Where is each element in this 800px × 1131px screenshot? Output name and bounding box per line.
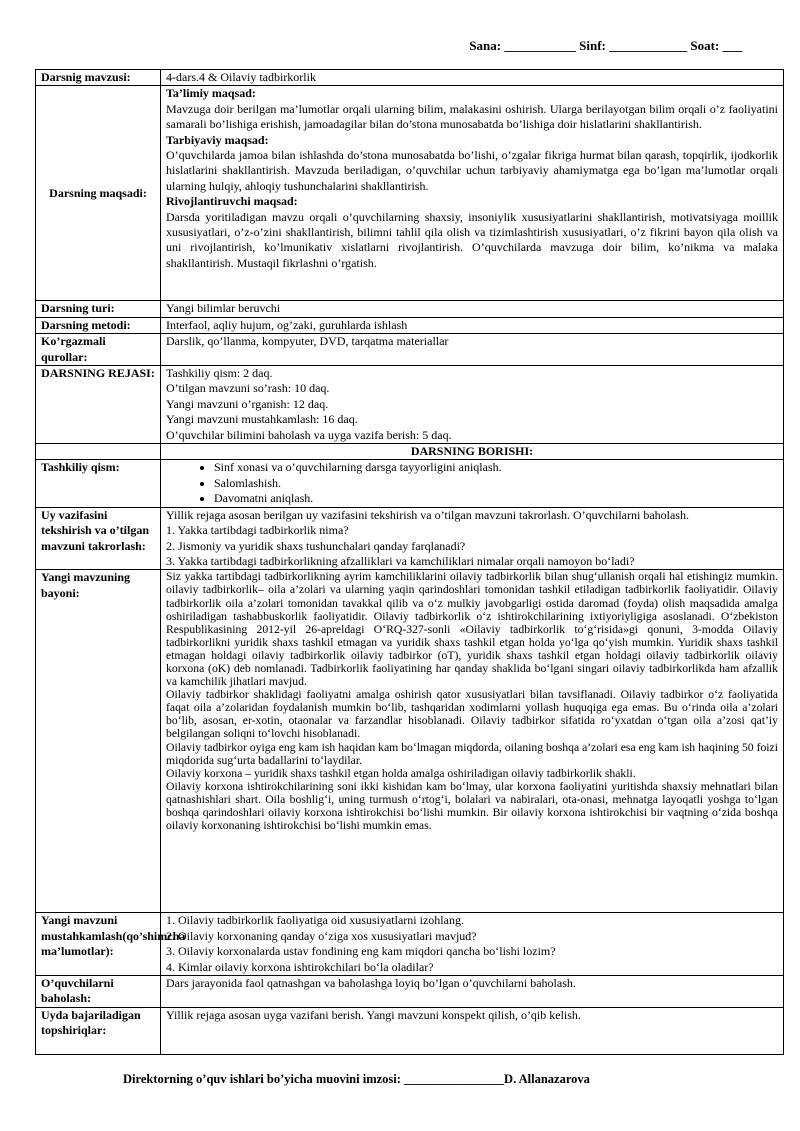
row-assessment xyxy=(36,975,784,1007)
homework-check-content xyxy=(161,507,784,570)
row-reinforcement xyxy=(36,913,784,976)
visual-aids-label: Ko’rgazmali qurollar: xyxy=(36,334,161,366)
new-topic-label: Yangi mavzuning bayoni: xyxy=(36,570,161,913)
lesson-plan-items xyxy=(161,366,784,444)
lesson-type-label: Darsning turi: xyxy=(36,301,161,317)
plan-item: Yangi mavzuni o’rganish: 12 daq. xyxy=(166,396,329,411)
organizational-list xyxy=(166,460,778,506)
goals-content xyxy=(161,86,784,301)
organizational-content xyxy=(161,460,784,507)
reinforcement-content xyxy=(161,913,784,976)
lesson-type-value: Yangi bilimlar beruvchi xyxy=(161,301,784,317)
homework-check-label: Uy vazifasini tekshirish va o’tilgan mavzuni takrorlash: xyxy=(36,507,161,570)
lesson-progress-title: DARSNING BORISHI: xyxy=(161,444,784,460)
deputy-director-signature: Direktorning o’quv ishlari bo’yicha muovini imzosi: ________________D. Allanazarova xyxy=(123,1072,590,1086)
row-homework-check xyxy=(36,507,784,570)
visual-aids-value: Darslik, qo’llanma, kompyuter, DVD, tarqatma materiallar xyxy=(161,334,784,366)
paragraph: Oilaviy tadbirkor shaklidagi faoliyatni amalga oshirish qator xususiyatlari bilan tavsiflanadi. Oilaviy tadbirkor o‘z faoliyatida faqat oila a’zolaridan foydalanish mumkin bo‘lib, tashqaridan xodimlarni yollash huquqiga ega emas. Bu o‘rinda oila a’zolari bo‘lib, asosan, er-xotin, otaonalar va farzandlar hisoblanadi. Oilaviy tadbirkor sifatida ro‘yxatdan o‘tgan oila a’zosi qat’iy belgilangan soliqni to‘lovchi hisoblanadi. xyxy=(166,688,778,741)
lesson-method-label: Darsning metodi: xyxy=(36,317,161,333)
list-item: • Sinf xonasi va o’quvchilarning darsga tayyorligini aniqlash. xyxy=(214,460,778,475)
homework-check-intro: Yillik rejaga asosan berilgan uy vazifasini tekshirish va o’tilgan mavzuni takrorlash. O’quvchilarni baholash. xyxy=(166,507,689,522)
header-date-class-hour: Sana: ___________ Sinf: ____________ Soat: ___ xyxy=(469,38,742,53)
educational-goal-title: Ta’limiy maqsad: xyxy=(166,86,256,101)
educational-goal-text: Mavzuga doir berilgan ma’lumotlar orqali ularning bilim, malakasini oshirish. Ularga berilayotgan bilim orqali o’z faoliyatini samarali bo’lishiga erishish, jamoadagilar bilan do’stona munosabatda bo’lishiga doir hislatlarini shakllantirish. xyxy=(166,101,778,132)
assessment-value: Dars jarayonida faol qatnashgan va baholashga loyiq bo’lgan o’quvchilarni baholash. xyxy=(161,975,784,1007)
topic-value: 4-dars.4 & Oilaviy tadbirkorlik xyxy=(161,70,784,86)
paragraph: Siz yakka tartibdagi tadbirkorlikning ayrim kamchiliklarini oilaviy tadbirkorlik bilan shug‘ullanish orqali hal etishingiz mumkin. oilaviy tadbirkorlik– oila a’zolari va ularning yaqin qarindoshlari tomonidan tashkil etiladigan tadbirkorlik faoliyatidir. Oilaviy tadbirkorlik oila a’zolari tomonidan tavakkal qilib va o‘z mulkiy javobgarligi ostida daromad (foyda) olish maqsadida amalga oshiriladigan tashabbuskorlik faoliyatidir. Oilaviy tadbirkorlik o‘z ishtirokchilarining ixtiyoriyligiga asoslanadi. O‘zbekiston Respublikasining 2012-yil 26-apreldagi O‘RQ-327-sonli «Oilaviy tadbirkorlik to‘g‘risida»gi qonuni, 3-modda Oilaviy tadbirkorlikni yuridik shaxs tashkil etmagan va yuridik shaxs tashkil etgan holda yo‘lga qo‘yish mumkin. Yuridik shaxs tashkil etmagan holdagi oilaviy tadbirkorlik oilaviy tadbirkor (oT), yuridik shaxs tashkil etgan holdagi oilaviy tadbirkorlik oilaviy korxona (oK) deb nomlanadi. Tadbirkorlik faoliyatining har qanday shaklida bo‘lgani singari oilaviy tadbirkorlikda ham afzallik va kamchilik jihatlari mavjud. xyxy=(166,570,778,689)
row-topic xyxy=(36,70,784,86)
plan-item: Tashkiliy qism: 2 daq. xyxy=(166,366,273,381)
row-organizational xyxy=(36,460,784,507)
organizational-label: Tashkiliy qism: xyxy=(36,460,161,507)
goals-label: Darsning maqsadi: xyxy=(36,86,161,301)
reinforcement-label: Yangi mavzuni mustahkamlash(qo’shimcha ma’lumotlar): xyxy=(36,913,161,976)
plan-item: Yangi mavzuni mustahkamlash: 16 daq. xyxy=(166,412,358,427)
question-item: 3. Oilaviy korxonalarda ustav fondining eng kam miqdori qancha bo‘lishi lozim? xyxy=(166,944,556,959)
developmental-goal-title: Rivojlantiruvchi maqsad: xyxy=(166,194,298,209)
question-item: 2. Jismoniy va yuridik shaxs tushunchalari qanday farqlanadi? xyxy=(166,538,466,553)
plan-item: O’quvchilar bilimini baholash va uyga vazifa berish: 5 daq. xyxy=(166,427,452,442)
row-lesson-plan xyxy=(36,366,784,444)
question-item: 4. Kimlar oilaviy korxona ishtirokchilari bo‘la oladilar? xyxy=(166,959,434,974)
question-item: 3. Yakka tartibdagi tadbirkorlikning afzalliklari va kamchiliklari nimalar orqali namoyon bo‘ladi? xyxy=(166,553,635,568)
new-topic-content xyxy=(161,570,784,913)
question-item: 1. Yakka tartibdagi tadbirkorlik nima? xyxy=(166,523,349,538)
assessment-label: O’quvchilarni baholash: xyxy=(36,975,161,1007)
topic-label: Darsnig mavzusi: xyxy=(36,70,161,86)
upbringing-goal-text: O’quvchilarda jamoa bilan ishlashda do’stona munosabatda bo’lishi, o’zgalar fikriga hurmat bilan qarash, topqirlik, ijodkorlik hislatlarini shakllantirish. Mavzuda beriladigan, o’quvchilar uchun tarbiyaviy ahamiymatga ega bo’lgan ma’lumotlar orqali ularning hulqiy, ahloqiy tushunchalarini shakllantirish. xyxy=(166,148,778,193)
paragraph: Oilaviy korxona – yuridik shaxs tashkil etgan holda amalga oshiriladigan oilaviy tadbirkorlik shakli. xyxy=(166,766,636,780)
row-visual-aids xyxy=(36,334,784,366)
row-goals xyxy=(36,86,784,301)
list-item: • Salomlashish. xyxy=(214,476,778,491)
developmental-goal-text: Darsda yoritiladigan mavzu orqali o’quvchilarning shaxsiy, insoniylik xususiyatlarini shakllantirish, motivatsiyaga moillik xususiyatlari, o’z-o’zini shakllantirish, bilimni tahlil qila olish va tizimlashtirish xususiyatlari, o’z fikrini bayon qila olish va uni rivojlantirish, ko’lmunikativ xislatlarni rivojlantirish. O’quvchilarda mavzuga doir bilim, ko’nikma va malaka shakllantirish. Mustaqil fikrlashni o’rgatish. xyxy=(166,209,778,270)
question-item: 1. Oilaviy tadbirkorlik faoliyatiga oid xususiyatlarni izohlang. xyxy=(166,913,464,928)
homework-value: Yillik rejaga asosan uyga vazifani berish. Yangi mavzuni konspekt qilish, o’qib kelish. xyxy=(161,1007,784,1054)
row-new-topic xyxy=(36,570,784,913)
row-lesson-progress xyxy=(36,444,784,460)
paragraph: Oilaviy korxona ishtirokchilarining soni ikki kishidan kam bo‘lmay, ular korxona faoliyatini yuritishda shaxsiy mehnatlari bilan qatnashishlari shart. Oila boshlig‘i, uning turmush o‘rtog‘i, bolalari va nabiralari, ota-onasi, mehnatga layoqatli yoshga to‘lgan boshqa qarindoshlari oilaviy korxona ishtirokchisi bo‘lishi mumkin. Bir oilaviy korxona ishtirokchisi bir vaqtning o‘zida boshqa oilaviy korxonaning ishtirokchisi bo‘lishi mumkin emas. xyxy=(166,779,778,833)
row-lesson-method xyxy=(36,317,784,333)
lesson-plan-label: DARSNING REJASI: xyxy=(36,366,161,444)
paragraph: Oilaviy tadbirkor oyiga eng kam ish haqidan kam bo‘lmagan miqdorda, oilaning boshqa a’zolari esa eng kam ish haqining 50 foizi miqdorida sug‘urta badallarini to‘laydilar. xyxy=(166,740,778,767)
lesson-progress-blank xyxy=(36,444,161,460)
lesson-plan-table xyxy=(35,69,784,1055)
list-item: • Davomatni aniqlash. xyxy=(214,491,778,506)
homework-label: Uyda bajariladigan topshiriqlar: xyxy=(36,1007,161,1054)
row-lesson-type xyxy=(36,301,784,317)
upbringing-goal-title: Tarbiyaviy maqsad: xyxy=(166,132,269,147)
lesson-method-value: Interfaol, aqliy hujum, og’zaki, guruhlarda ishlash xyxy=(161,317,784,333)
question-item: 2. Oilaviy korxonaning qanday o‘ziga xos xususiyatlari mavjud? xyxy=(166,928,477,943)
plan-item: O’tilgan mavzuni so’rash: 10 daq. xyxy=(166,381,330,396)
row-homework xyxy=(36,1007,784,1054)
